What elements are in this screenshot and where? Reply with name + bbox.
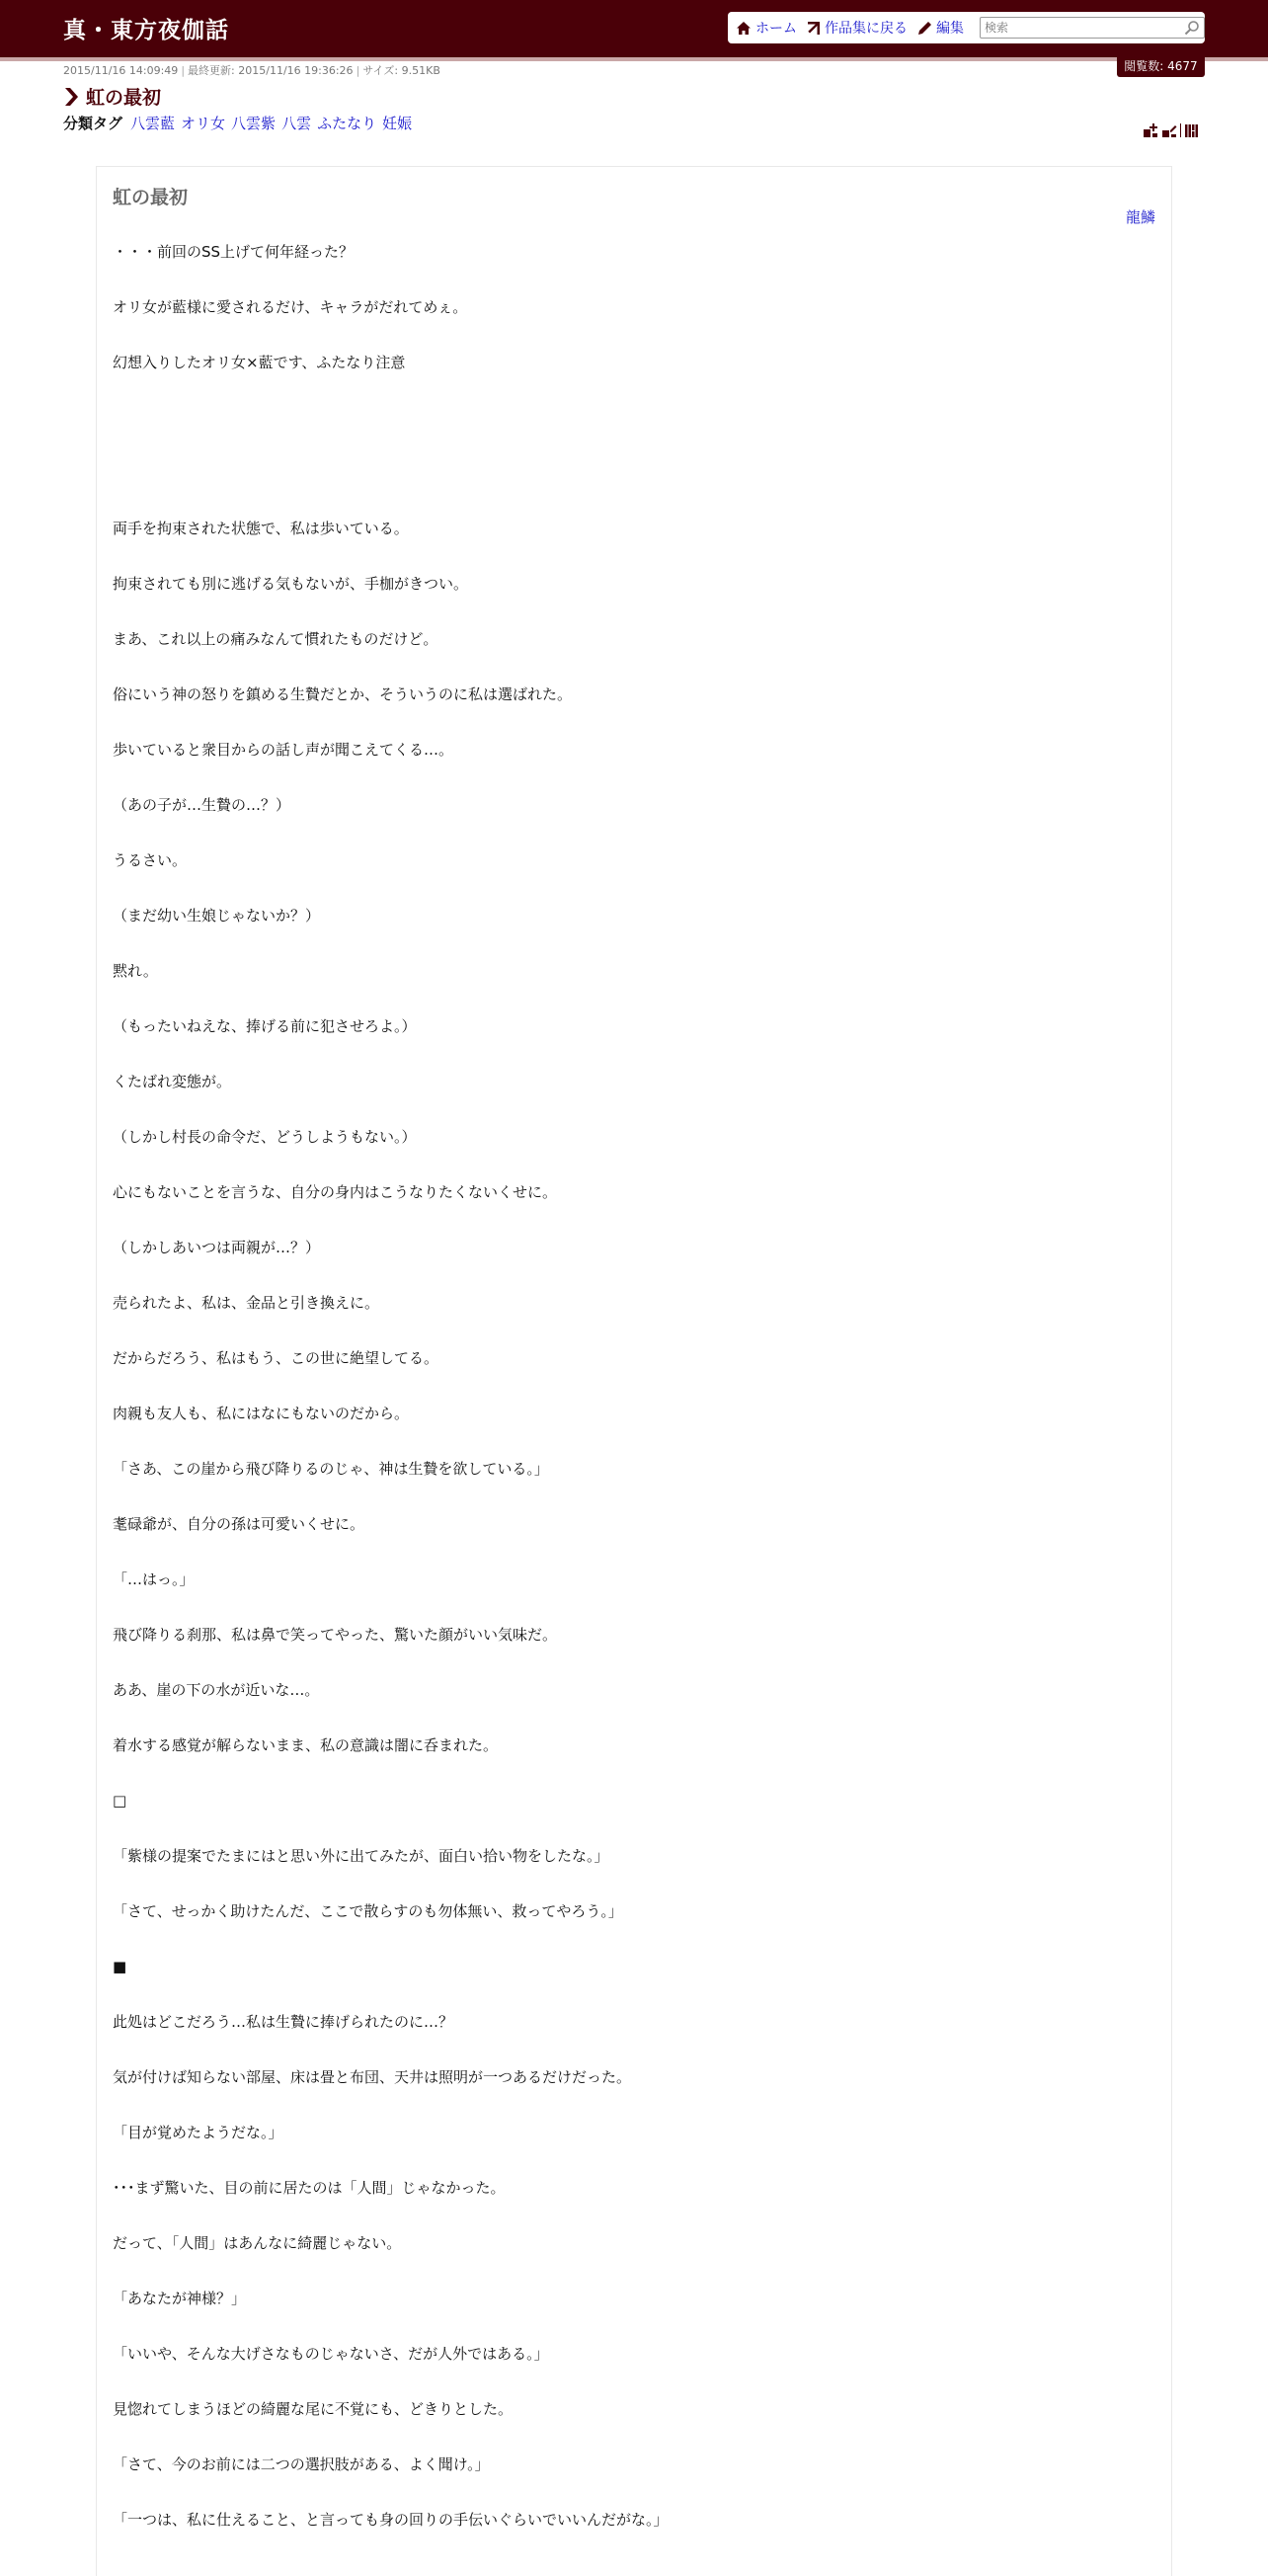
file-size: 9.51KB xyxy=(401,64,440,77)
page-tools xyxy=(1140,122,1199,138)
page-title xyxy=(63,83,161,110)
nav-bar xyxy=(728,12,1205,43)
story-line: 俗にいう神の怒りを鎮める生贄だとか、そういうのに私は選ばれた。 xyxy=(113,685,573,703)
story-line: 飛び降りる刹那、私は鼻で笑ってやった、驚いた顔がいい気味だ。 xyxy=(113,1626,558,1644)
story-line xyxy=(113,408,1149,463)
site-header xyxy=(0,0,1268,61)
home-icon xyxy=(736,21,752,36)
story-line: 「いいや、そんな大げさなものじゃないさ、だが人外ではある。」 xyxy=(113,2345,549,2363)
search-input[interactable] xyxy=(981,19,1186,37)
story-line: 「さあ、この崖から飛び降りるのじゃ、神は生贄を欲している。」 xyxy=(113,1460,549,1478)
nav-back-link[interactable] xyxy=(807,18,908,38)
story-line xyxy=(113,463,1149,519)
story-line: 両手を拘束された状態で、私は歩いている。 xyxy=(113,520,409,537)
story-line: まあ、これ以上の痛みなんて慣れたものだけど。 xyxy=(113,630,438,648)
story-line: オリ女が藍様に愛されるだけ、キャラがだれてめぇ。 xyxy=(113,298,468,316)
story-line: うるさい。 xyxy=(113,851,188,869)
nav-home-link[interactable] xyxy=(736,18,797,38)
tag-link[interactable]: 八雲 xyxy=(281,115,312,132)
tag-link[interactable]: 八雲藍 xyxy=(130,115,176,132)
meta-separator: | xyxy=(356,64,360,77)
nav-back-label: 作品集に戻る xyxy=(825,21,908,37)
story-line: 気が付けば知らない部屋、床は畳と布団、天井は照明が一つあるだけだった。 xyxy=(113,2068,632,2086)
work-title: 虹の最初 xyxy=(113,187,189,208)
story-line: 耄碌爺が、自分の孫は可愛いくせに。 xyxy=(113,1515,365,1533)
story-line: ・・・前回のSS上げて何年経った？ xyxy=(113,243,355,261)
tag-list xyxy=(63,113,418,133)
created-date: 2015/11/16 14:09:49 xyxy=(63,64,179,77)
story-line: 売られたよ、私は、金品と引き換えに。 xyxy=(113,1294,380,1312)
back-arrow-icon xyxy=(807,21,821,36)
story-line: 歩いていると衆目からの話し声が聞こえてくる…。 xyxy=(113,741,454,759)
pencil-icon xyxy=(917,21,932,36)
story-line: ああ、崖の下の水が近いな…。 xyxy=(113,1681,320,1699)
size-label: サイズ: xyxy=(362,64,399,77)
tag-link[interactable]: オリ女 xyxy=(181,115,226,132)
story-line: 肉親も友人も、私にはなにもないのだから。 xyxy=(113,1405,410,1422)
work-body xyxy=(113,242,1149,2565)
story-line: だからだろう、私はもう、この世に絶望してる。 xyxy=(113,1349,439,1367)
nav-edit-label: 編集 xyxy=(936,21,964,37)
updated-date: 2015/11/16 19:36:26 xyxy=(238,64,354,77)
story-line: 黙れ。 xyxy=(113,962,158,980)
page-title-text: 虹の最初 xyxy=(86,87,162,109)
grid-icon[interactable] xyxy=(1184,123,1199,138)
story-line: 「さて、せっかく助けたんだ、ここで散らすのも勿体無い、救ってやろう。」 xyxy=(113,1902,623,1920)
post-meta xyxy=(63,62,440,78)
story-line: （あの子が…生贄の…？） xyxy=(113,796,291,814)
story-line: だって、「人間」はあんなに綺麗じゃない。 xyxy=(113,2234,402,2252)
story-line: ■ xyxy=(113,1958,127,1975)
bookmark-add-icon[interactable] xyxy=(1143,122,1158,138)
story-line: （まだ幼い生娘じゃないか？） xyxy=(113,907,321,925)
story-line: （もったいねえな、捧げる前に犯させろよ。） xyxy=(113,1017,417,1035)
chevron-right-icon xyxy=(63,88,79,106)
story-line: 「あなたが神様？」 xyxy=(113,2290,247,2307)
story-line: 幻想入りしたオリ女×藍です、ふたなり注意 xyxy=(113,354,406,371)
story-line: 「…はっ。」 xyxy=(113,1570,195,1588)
story-line: 着水する感覚が解らないまま、私の意識は闇に呑まれた。 xyxy=(113,1736,499,1754)
updated-label: 最終更新: xyxy=(188,64,235,77)
story-line: 「目が覚めたようだな。」 xyxy=(113,2124,283,2141)
story-line: （しかし村長の命令だ、どうしようもない。） xyxy=(113,1128,417,1146)
story-line: 心にもないことを言うな、自分の身内はこうなりたくないくせに。 xyxy=(113,1183,558,1201)
nav-edit-link[interactable] xyxy=(917,18,964,38)
story-line: 「さて、今のお前には二つの選択肢がある、よく聞け。」 xyxy=(113,2455,490,2473)
tag-link[interactable]: 妊娠 xyxy=(382,115,413,132)
tag-link[interactable]: 八雲紫 xyxy=(231,115,277,132)
story-line: 拘束されても別に逃げる気もないが、手枷がきつい。 xyxy=(113,575,469,593)
story-line: □ xyxy=(113,1792,127,1810)
bookmark-edit-icon[interactable] xyxy=(1161,122,1177,138)
story-line: 「一つは、私に仕えること、と言っても身の回りの手伝いぐらいでいいんだがな。」 xyxy=(113,2511,669,2529)
view-count-badge: 閲覧数: 4677 xyxy=(1117,55,1205,77)
search-box xyxy=(980,17,1205,39)
story-line: くたばれ変態が。 xyxy=(113,1073,232,1090)
story-line: 此処はどこだろう…私は生贄に捧げられたのに…？ xyxy=(113,2013,454,2031)
story-line: （しかしあいつは両親が…？） xyxy=(113,1239,321,1256)
author-link[interactable]: 龍鱗 xyxy=(1125,208,1155,226)
meta-separator: | xyxy=(181,64,186,77)
tags-label: 分類タグ xyxy=(63,115,123,132)
story-line: 見惚れてしまうほどの綺麗な尾に不覚にも、どきりとした。 xyxy=(113,2400,514,2418)
nav-home-label: ホーム xyxy=(755,21,797,37)
story-line: 「紫様の提案でたまにはと思い外に出てみたが、面白い拾い物をしたな。」 xyxy=(113,1847,609,1865)
tag-link[interactable]: ふたなり xyxy=(317,115,377,132)
work-content xyxy=(96,166,1172,2576)
tool-separator xyxy=(1180,123,1181,137)
site-title[interactable]: 真・東方夜伽話 xyxy=(63,17,229,43)
story-line: ･･･まず驚いた、目の前に居たのは「人間」じゃなかった。 xyxy=(113,2179,506,2197)
search-icon[interactable] xyxy=(1184,20,1200,36)
